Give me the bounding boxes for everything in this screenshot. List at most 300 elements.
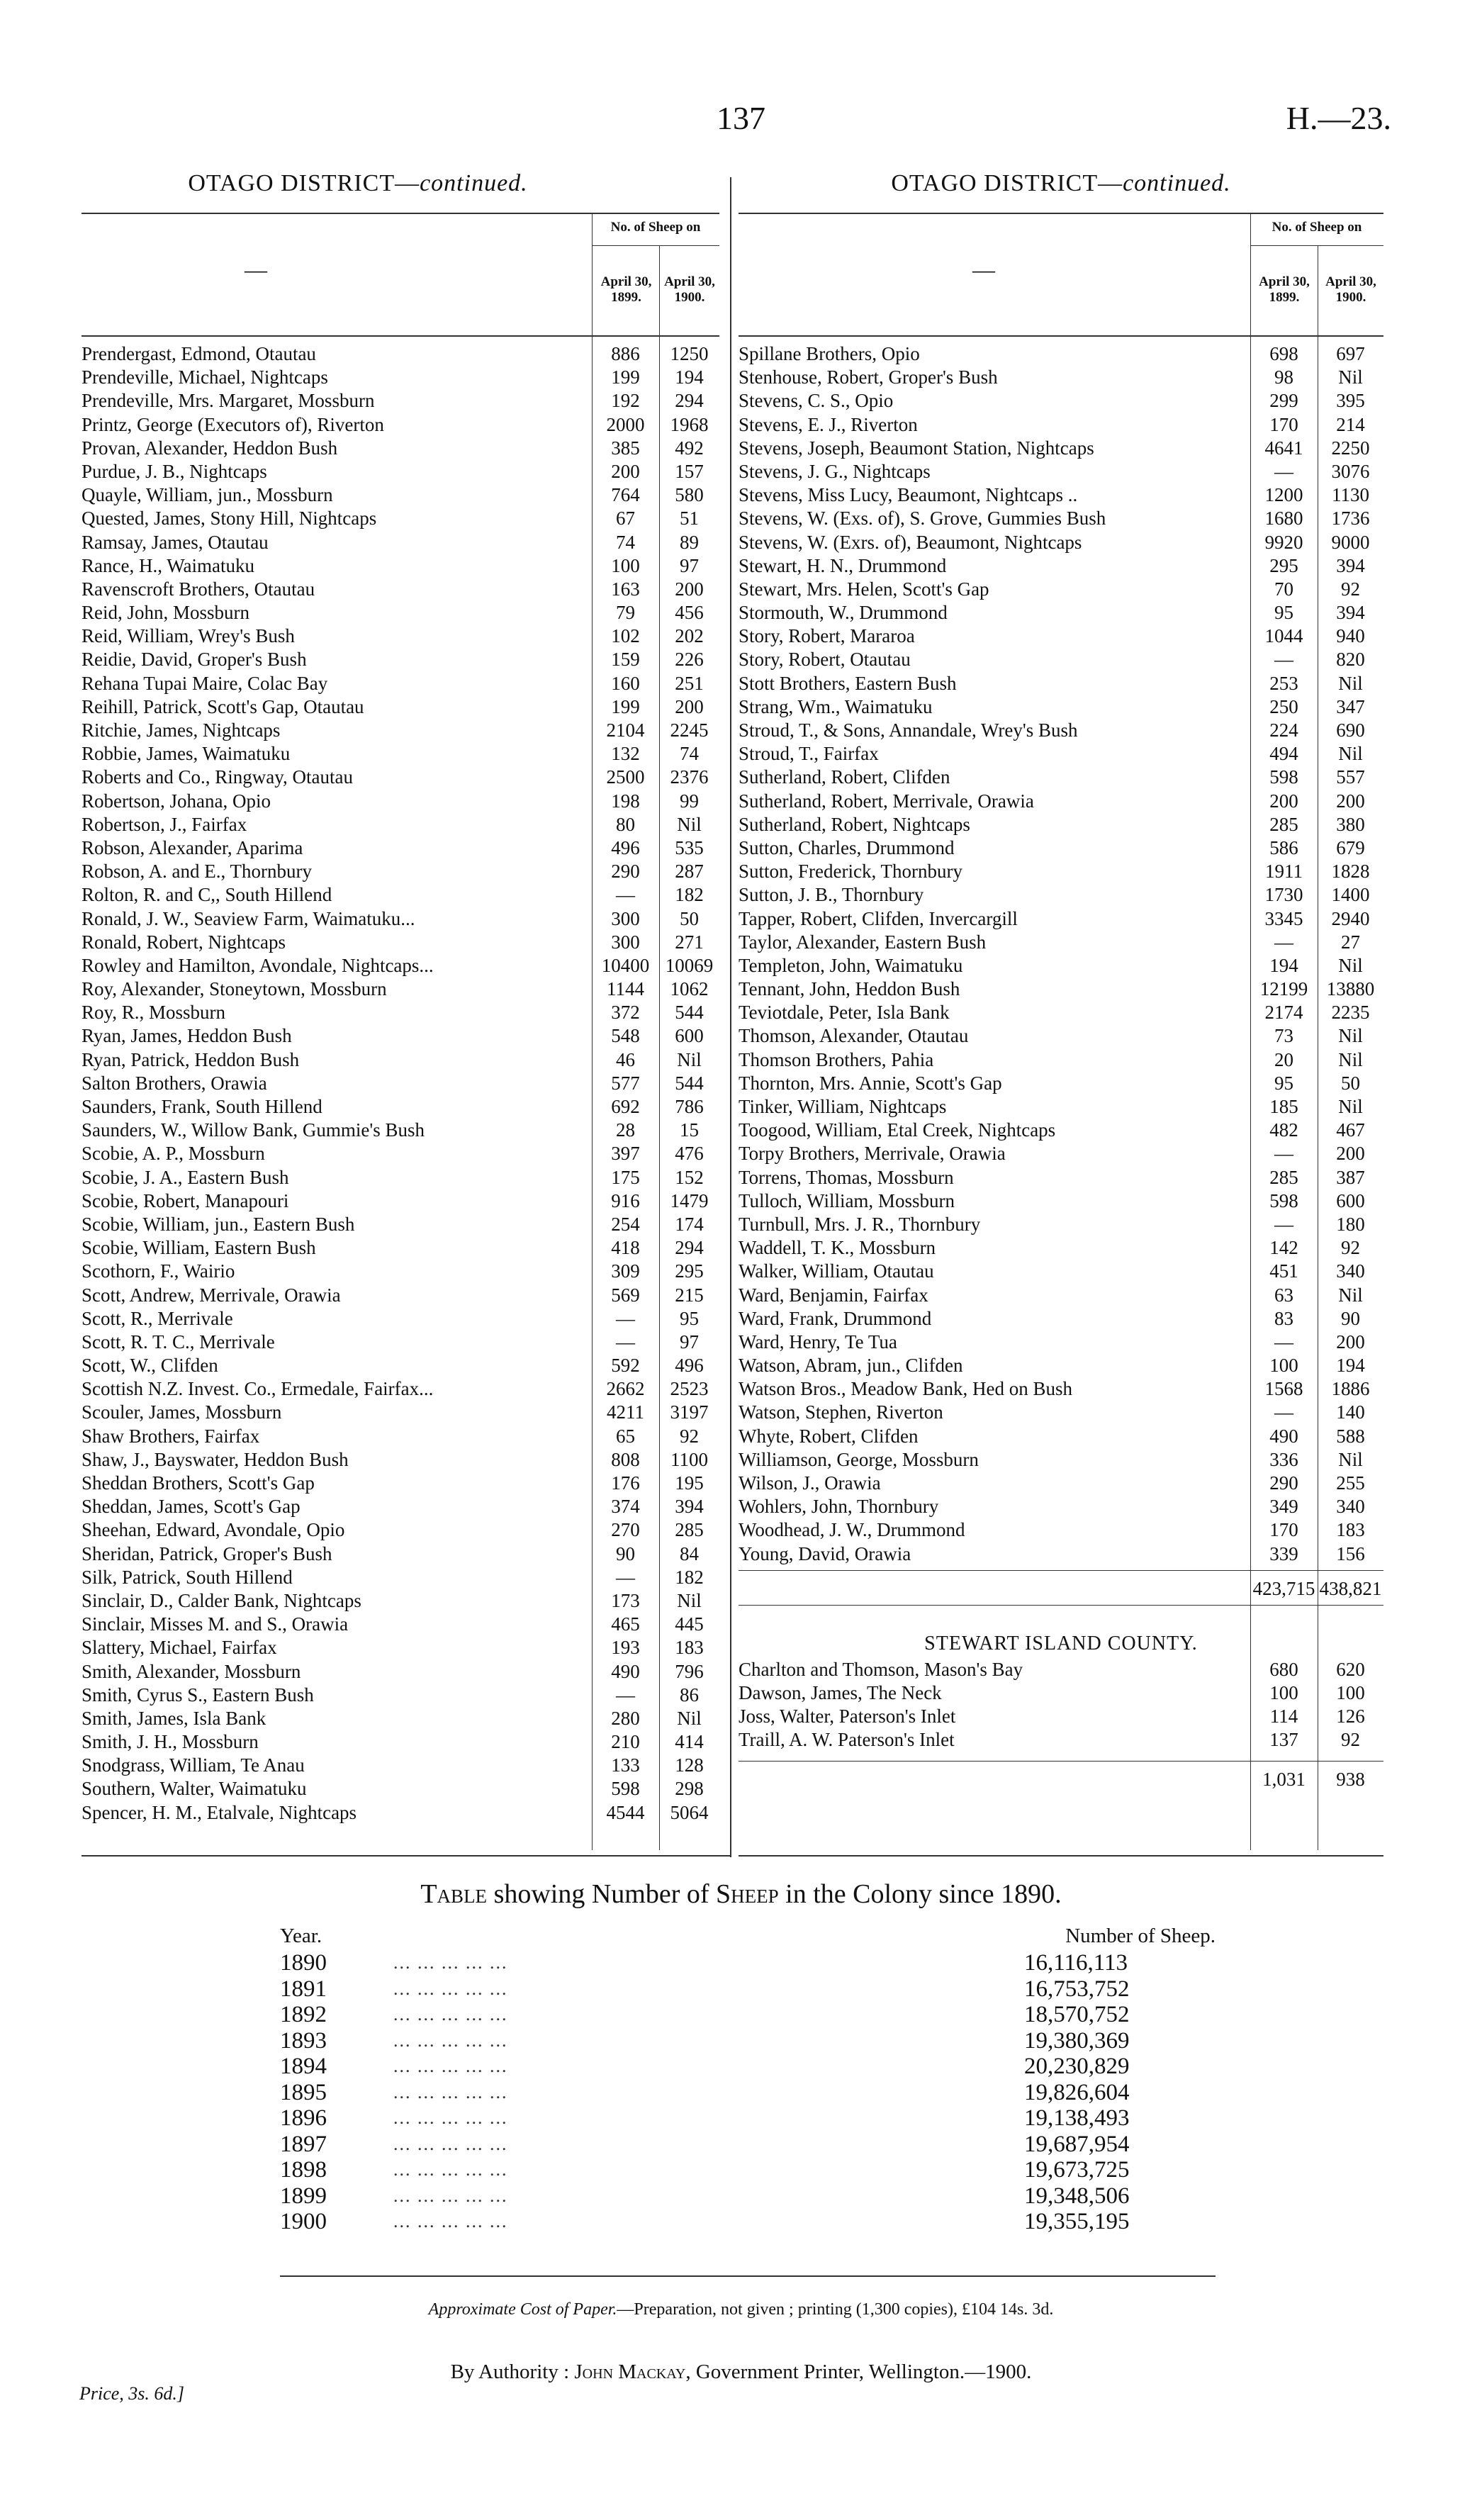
owner-name: Watson, Stephen, Riverton bbox=[739, 1401, 943, 1423]
leader-dots: ... ... ... ... ... bbox=[393, 2107, 508, 2128]
owner-name: Shaw Brothers, Fairfax bbox=[82, 1425, 260, 1447]
sheep-1899: 490 bbox=[1269, 1425, 1298, 1447]
left-row bbox=[82, 1166, 719, 1189]
sheep-1900: 13880 bbox=[1326, 978, 1375, 1000]
otago-total-1900: 438,821 bbox=[1319, 1577, 1382, 1599]
sheep-count: 19,826,604 bbox=[1024, 2079, 1130, 2105]
sheep-1899: — bbox=[616, 1684, 635, 1706]
sheep-1899: 598 bbox=[611, 1778, 640, 1800]
sheep-1900: 2523 bbox=[670, 1378, 709, 1400]
right-row bbox=[739, 907, 1383, 931]
sheep-count: 19,348,506 bbox=[1024, 2183, 1130, 2209]
owner-name: Ward, Henry, Te Tua bbox=[739, 1331, 897, 1353]
owner-name: Quested, James, Stony Hill, Nightcaps bbox=[82, 508, 377, 530]
number-column-label: Number of Sheep. bbox=[1065, 1925, 1216, 1947]
sheep-table-rule bbox=[280, 2275, 1216, 2277]
left-row bbox=[82, 389, 719, 413]
right-row bbox=[739, 1142, 1383, 1165]
sheep-count: 16,116,113 bbox=[1024, 1950, 1128, 1976]
sheep-1900: Nil bbox=[677, 1707, 702, 1729]
sheep-1899: 20 bbox=[1274, 1048, 1293, 1070]
owner-name: Sheehan, Edward, Avondale, Opio bbox=[82, 1519, 345, 1541]
owner-name: Rehana Tupai Maire, Colac Bay bbox=[82, 672, 328, 694]
stewart-total-1900: 938 bbox=[1336, 1768, 1365, 1790]
sheep-1900: 182 bbox=[675, 884, 704, 906]
left-row bbox=[82, 342, 719, 366]
right-row bbox=[739, 954, 1383, 978]
owner-name: Torrens, Thomas, Mossburn bbox=[739, 1166, 954, 1188]
sheep-1900: 183 bbox=[1336, 1519, 1365, 1541]
sheep-1900: 298 bbox=[675, 1778, 704, 1800]
sheep-1900: 588 bbox=[1336, 1425, 1365, 1447]
right-row bbox=[739, 342, 1383, 366]
owner-name: Robson, Alexander, Aparima bbox=[82, 836, 303, 858]
sheep-1900: 3197 bbox=[670, 1401, 709, 1423]
sheep-1900: 92 bbox=[1341, 1729, 1360, 1751]
sheep-1900: Nil bbox=[1338, 366, 1363, 388]
sheep-1900: 50 bbox=[680, 907, 699, 929]
left-row bbox=[82, 1024, 719, 1048]
sheep-1900: 202 bbox=[675, 625, 704, 647]
sheep-1899: 295 bbox=[1269, 554, 1298, 576]
sheep-1899: 102 bbox=[611, 625, 640, 647]
owner-name: Watson, Abram, jun., Clifden bbox=[739, 1355, 963, 1377]
owner-name: Sutherland, Robert, Nightcaps bbox=[739, 813, 970, 835]
sheep-1899: 83 bbox=[1274, 1307, 1293, 1329]
sheep-year-row bbox=[280, 2080, 1216, 2106]
sheep-1899: 73 bbox=[1274, 1025, 1293, 1047]
left-row bbox=[82, 1425, 719, 1448]
right-row bbox=[739, 695, 1383, 719]
owner-name: Purdue, J. B., Nightcaps bbox=[82, 460, 267, 482]
sheep-1900: 492 bbox=[675, 437, 704, 459]
sheep-1899: 4544 bbox=[606, 1801, 645, 1823]
right-header-dash: — bbox=[972, 257, 995, 282]
owner-name: Roy, R., Mossburn bbox=[82, 1002, 226, 1024]
left-row bbox=[82, 625, 719, 648]
sheep-1900: 600 bbox=[1336, 1189, 1365, 1211]
left-row bbox=[82, 1754, 719, 1777]
owner-name: Snodgrass, William, Te Anau bbox=[82, 1754, 305, 1776]
owner-name: Scobie, A. P., Mossburn bbox=[82, 1143, 265, 1165]
sheep-1900: 557 bbox=[1336, 766, 1365, 788]
owner-name: Stevens, Miss Lucy, Beaumont, Nightcaps .. bbox=[739, 484, 1078, 506]
sheep-year-row bbox=[280, 2209, 1216, 2235]
owner-name: Stevens, J. G., Nightcaps bbox=[739, 460, 931, 482]
owner-name: Reihill, Patrick, Scott's Gap, Otautau bbox=[82, 695, 364, 717]
left-row bbox=[82, 883, 719, 907]
left-row bbox=[82, 578, 719, 601]
left-row bbox=[82, 1072, 719, 1095]
sheep-1899: 336 bbox=[1269, 1448, 1298, 1470]
sheep-1900: 1968 bbox=[670, 413, 709, 435]
sheep-1899: 10400 bbox=[601, 954, 650, 976]
sheep-1900: Nil bbox=[1338, 954, 1363, 976]
sheep-1900: 394 bbox=[1336, 602, 1365, 624]
sheep-1899: 46 bbox=[616, 1048, 635, 1070]
owner-name: Roy, Alexander, Stoneytown, Mossburn bbox=[82, 978, 387, 1000]
left-row bbox=[82, 1613, 719, 1636]
sheep-1900: Nil bbox=[1338, 1448, 1363, 1470]
sheep-1899: 250 bbox=[1269, 695, 1298, 717]
sheep-1899: 170 bbox=[1269, 1519, 1298, 1541]
right-row bbox=[739, 531, 1383, 554]
sheep-1899: — bbox=[1274, 460, 1293, 482]
sheep-1900: 86 bbox=[680, 1684, 699, 1706]
owner-name: Stenhouse, Robert, Groper's Bush bbox=[739, 366, 998, 388]
right-row bbox=[739, 413, 1383, 437]
sheep-year-row bbox=[280, 2028, 1216, 2054]
sheep-1900: Nil bbox=[677, 1048, 702, 1070]
left-row bbox=[82, 1495, 719, 1518]
sheep-1899: 299 bbox=[1269, 390, 1298, 412]
owner-name: Young, David, Orawia bbox=[739, 1542, 911, 1564]
owner-name: Roberts and Co., Ringway, Otautau bbox=[82, 766, 353, 788]
left-row bbox=[82, 1236, 719, 1260]
owner-name: Rowley and Hamilton, Avondale, Nightcaps... bbox=[82, 954, 434, 976]
sheep-1899: 2000 bbox=[606, 413, 645, 435]
sheep-1899: 349 bbox=[1269, 1496, 1298, 1518]
owner-name: Stewart, H. N., Drummond bbox=[739, 554, 947, 576]
owner-name: Sutton, Charles, Drummond bbox=[739, 836, 955, 858]
sheep-count: 20,230,829 bbox=[1024, 2054, 1130, 2079]
sheep-1900: 2940 bbox=[1331, 907, 1370, 929]
sheep-year-row bbox=[280, 1950, 1216, 1976]
owner-name: Slattery, Michael, Fairfax bbox=[82, 1637, 277, 1659]
sheep-1899: 1680 bbox=[1264, 508, 1303, 530]
sheep-1900: 1828 bbox=[1331, 861, 1370, 883]
sheep-1899: 100 bbox=[611, 554, 640, 576]
right-row bbox=[739, 437, 1383, 460]
sheep-1899: 300 bbox=[611, 907, 640, 929]
sheep-1899: 2104 bbox=[606, 719, 645, 741]
left-row bbox=[82, 1566, 719, 1589]
leader-dots: ... ... ... ... ... bbox=[393, 2004, 508, 2025]
left-row bbox=[82, 1401, 719, 1424]
left-row bbox=[82, 719, 719, 742]
owner-name: Traill, A. W. Paterson's Inlet bbox=[739, 1729, 955, 1751]
sheep-1899: 1200 bbox=[1264, 484, 1303, 506]
sheep-1900: 295 bbox=[675, 1260, 704, 1282]
owner-name: Sutherland, Robert, Merrivale, Orawia bbox=[739, 790, 1034, 812]
owner-name: Sinclair, D., Calder Bank, Nightcaps bbox=[82, 1589, 361, 1611]
sheep-1899: 175 bbox=[611, 1166, 640, 1188]
right-row bbox=[739, 507, 1383, 530]
sheep-1900: 535 bbox=[675, 836, 704, 858]
owner-name: Reid, John, Mossburn bbox=[82, 602, 250, 624]
right-row bbox=[739, 1001, 1383, 1024]
sheep-1900: 50 bbox=[1341, 1072, 1360, 1094]
sheep-1900: 1479 bbox=[670, 1189, 709, 1211]
sheep-1900: 786 bbox=[675, 1096, 704, 1117]
sheep-1899: — bbox=[1274, 1143, 1293, 1165]
owner-name: Sutherland, Robert, Clifden bbox=[739, 766, 950, 788]
owner-name: Sheddan, James, Scott's Gap bbox=[82, 1496, 301, 1518]
sheep-1899: 200 bbox=[611, 460, 640, 482]
left-header-dash: — bbox=[245, 257, 267, 282]
right-row bbox=[739, 483, 1383, 507]
sheep-1899: 680 bbox=[1269, 1658, 1298, 1680]
year: 1900 bbox=[280, 2209, 327, 2234]
sheep-1899: 194 bbox=[1269, 954, 1298, 976]
owner-name: Ravenscroft Brothers, Otautau bbox=[82, 578, 315, 600]
sheep-year-row bbox=[280, 2054, 1216, 2080]
owner-name: Stewart, Mrs. Helen, Scott's Gap bbox=[739, 578, 989, 600]
sheep-year-row bbox=[280, 2002, 1216, 2028]
left-row bbox=[82, 766, 719, 789]
sheep-1899: — bbox=[1274, 931, 1293, 953]
owner-name: Quayle, William, jun., Mossburn bbox=[82, 484, 333, 506]
right-row bbox=[739, 1472, 1383, 1495]
left-row bbox=[82, 1095, 719, 1119]
left-row bbox=[82, 1542, 719, 1566]
stewart-island-title: STEWART ISLAND COUNTY. bbox=[924, 1632, 1198, 1654]
year: 1896 bbox=[280, 2105, 327, 2131]
owner-name: Reidie, David, Groper's Bush bbox=[82, 649, 307, 671]
left-row bbox=[82, 1730, 719, 1754]
owner-name: Smith, Cyrus S., Eastern Bush bbox=[82, 1684, 314, 1706]
right-row bbox=[739, 601, 1383, 625]
right-row bbox=[739, 1542, 1383, 1566]
sheep-1899: 285 bbox=[1269, 813, 1298, 835]
right-row bbox=[739, 1401, 1383, 1424]
right-row bbox=[739, 1213, 1383, 1236]
sheep-1899: 9920 bbox=[1264, 531, 1303, 553]
sheep-1900: 140 bbox=[1336, 1401, 1365, 1423]
sheep-1899: — bbox=[616, 1331, 635, 1353]
right-row bbox=[739, 625, 1383, 648]
sheep-1899: 290 bbox=[611, 861, 640, 883]
right-row bbox=[739, 883, 1383, 907]
owner-name: Sinclair, Misses M. and S., Orawia bbox=[82, 1613, 349, 1635]
sheep-1900: 174 bbox=[675, 1213, 704, 1235]
left-row bbox=[82, 1189, 719, 1213]
owner-name: Scott, W., Clifden bbox=[82, 1355, 218, 1377]
sheep-1900: 95 bbox=[680, 1307, 699, 1329]
sheep-1900: 97 bbox=[680, 1331, 699, 1353]
sheep-1899: 465 bbox=[611, 1613, 640, 1635]
left-row bbox=[82, 1472, 719, 1495]
sheep-1900: 156 bbox=[1336, 1542, 1365, 1564]
sheep-1900: 1100 bbox=[670, 1448, 708, 1470]
sheep-1900: Nil bbox=[1338, 1096, 1363, 1117]
right-row bbox=[739, 1095, 1383, 1119]
sheep-1900: 200 bbox=[1336, 1331, 1365, 1353]
sheep-1900: 294 bbox=[675, 390, 704, 412]
sheep-1900: 340 bbox=[1336, 1496, 1365, 1518]
year-column-label: Year. bbox=[280, 1925, 322, 1947]
sheep-1899: 185 bbox=[1269, 1096, 1298, 1117]
right-row bbox=[739, 1119, 1383, 1142]
sheep-1900: 679 bbox=[1336, 836, 1365, 858]
stewart-row bbox=[739, 1681, 1383, 1705]
sheep-1900: 347 bbox=[1336, 695, 1365, 717]
left-row bbox=[82, 507, 719, 530]
sheep-1899: 67 bbox=[616, 508, 635, 530]
owner-name: Ramsay, James, Otautau bbox=[82, 531, 269, 553]
owner-name: Whyte, Robert, Clifden bbox=[739, 1425, 919, 1447]
year: 1895 bbox=[280, 2079, 327, 2105]
owner-name: Salton Brothers, Orawia bbox=[82, 1072, 267, 1094]
sheep-1899: 137 bbox=[1269, 1729, 1298, 1751]
owner-name: Saunders, W., Willow Bank, Gummie's Bush bbox=[82, 1119, 425, 1141]
sheep-1900: Nil bbox=[1338, 1284, 1363, 1306]
sheep-1900: Nil bbox=[1338, 1048, 1363, 1070]
sheep-1900: 820 bbox=[1336, 649, 1365, 671]
stewart-row bbox=[739, 1658, 1383, 1681]
left-rows bbox=[82, 342, 719, 1825]
sheep-1899: 339 bbox=[1269, 1542, 1298, 1564]
right-row bbox=[739, 1189, 1383, 1213]
owner-name: Silk, Patrick, South Hillend bbox=[82, 1566, 293, 1588]
sheep-1900: 2376 bbox=[670, 766, 709, 788]
owner-name: Stevens, Joseph, Beaumont Station, Nightcaps bbox=[739, 437, 1094, 459]
year: 1892 bbox=[280, 2002, 327, 2027]
sheep-1900: 27 bbox=[1341, 931, 1360, 953]
owner-name: Woodhead, J. W., Drummond bbox=[739, 1519, 965, 1541]
right-row bbox=[739, 1425, 1383, 1448]
left-row bbox=[82, 978, 719, 1001]
sheep-1900: 215 bbox=[675, 1284, 704, 1306]
right-row bbox=[739, 578, 1383, 601]
right-row bbox=[739, 1448, 1383, 1472]
sheep-1900: 467 bbox=[1336, 1119, 1365, 1141]
owner-name: Scothorn, F., Wairio bbox=[82, 1260, 235, 1282]
left-row bbox=[82, 601, 719, 625]
sheep-1900: 697 bbox=[1336, 343, 1365, 364]
owner-name: Stormouth, W., Drummond bbox=[739, 602, 948, 624]
right-row bbox=[739, 978, 1383, 1001]
owner-name: Ward, Frank, Drummond bbox=[739, 1307, 932, 1329]
sheep-1900: Nil bbox=[1338, 672, 1363, 694]
sheep-1900: 99 bbox=[680, 790, 699, 812]
owner-name: Scouler, James, Mossburn bbox=[82, 1401, 282, 1423]
sheep-1899: 198 bbox=[611, 790, 640, 812]
left-row bbox=[82, 1589, 719, 1613]
left-row bbox=[82, 483, 719, 507]
sheep-1899: 65 bbox=[616, 1425, 635, 1447]
owner-name: Thornton, Mrs. Annie, Scott's Gap bbox=[739, 1072, 1002, 1094]
right-row bbox=[739, 1072, 1383, 1095]
sheep-1900: 1736 bbox=[1331, 508, 1370, 530]
right-row bbox=[739, 1284, 1383, 1307]
owner-name: Turnbull, Mrs. J. R., Thornbury bbox=[739, 1213, 981, 1235]
owner-name: Templeton, John, Waimatuku bbox=[739, 954, 963, 976]
owner-name: Printz, George (Executors of), Riverton bbox=[82, 413, 384, 435]
sheep-1900: 544 bbox=[675, 1002, 704, 1024]
stewart-total-1899: 1,031 bbox=[1262, 1768, 1306, 1790]
sheep-1900: 128 bbox=[675, 1754, 704, 1776]
sheep-1899: — bbox=[1274, 1331, 1293, 1353]
owner-name: Sheddan Brothers, Scott's Gap bbox=[82, 1472, 315, 1494]
left-section-title: OTAGO DISTRICT—continued. bbox=[188, 170, 528, 196]
owner-name: Ryan, James, Heddon Bush bbox=[82, 1025, 292, 1047]
sheep-1900: 394 bbox=[675, 1496, 704, 1518]
sheep-1899: 385 bbox=[611, 437, 640, 459]
sheep-count: 18,570,752 bbox=[1024, 2002, 1130, 2027]
sheep-table-title: Table showing Number of Sheep in the Colony since 1890. bbox=[420, 1879, 1062, 1909]
sheep-1899: 170 bbox=[1269, 413, 1298, 435]
sheep-count: 19,687,954 bbox=[1024, 2131, 1130, 2157]
sheep-1899: 160 bbox=[611, 672, 640, 694]
page-number: 137 bbox=[717, 100, 765, 136]
sheep-1899: 916 bbox=[611, 1189, 640, 1211]
left-bottom-rule bbox=[82, 1855, 730, 1857]
left-col-1900: April 30, 1900. bbox=[664, 274, 715, 305]
sheep-1900: 395 bbox=[1336, 390, 1365, 412]
sheep-1900: 200 bbox=[675, 695, 704, 717]
sheep-1900: 445 bbox=[675, 1613, 704, 1635]
right-col-1900: April 30, 1900. bbox=[1325, 274, 1376, 305]
owner-name: Walker, William, Otautau bbox=[739, 1260, 934, 1282]
sheep-1900: 496 bbox=[675, 1355, 704, 1377]
sheep-1900: 92 bbox=[1341, 578, 1360, 600]
owner-name: Ronald, J. W., Seaview Farm, Waimatuku... bbox=[82, 907, 415, 929]
owner-name: Teviotdale, Peter, Isla Bank bbox=[739, 1002, 950, 1024]
sheep-1900: 226 bbox=[675, 649, 704, 671]
right-col-group-label: No. of Sheep on bbox=[1272, 220, 1362, 235]
sheep-1900: 251 bbox=[675, 672, 704, 694]
leader-dots: ... ... ... ... ... bbox=[393, 2133, 508, 2154]
sheep-count: 19,380,369 bbox=[1024, 2027, 1130, 2054]
sheep-1900: 157 bbox=[675, 460, 704, 482]
sheep-year-row bbox=[280, 2157, 1216, 2183]
owner-name: Watson Bros., Meadow Bank, Hed on Bush bbox=[739, 1378, 1073, 1400]
sheep-year-row bbox=[280, 2105, 1216, 2132]
left-col-group-label: No. of Sheep on bbox=[610, 220, 701, 235]
leader-dots: ... ... ... ... ... bbox=[393, 1952, 508, 1973]
leader-dots: ... ... ... ... ... bbox=[393, 2056, 508, 2076]
sheep-1900: 1886 bbox=[1331, 1378, 1370, 1400]
right-bottom-rule bbox=[739, 1855, 1383, 1857]
sheep-1899: 577 bbox=[611, 1072, 640, 1094]
sheep-1899: 142 bbox=[1269, 1237, 1298, 1259]
sheep-1899: 1911 bbox=[1265, 861, 1303, 883]
left-row bbox=[82, 813, 719, 836]
right-row bbox=[739, 1236, 1383, 1260]
owner-name: Joss, Walter, Paterson's Inlet bbox=[739, 1706, 956, 1727]
sheep-1900: 414 bbox=[675, 1731, 704, 1753]
sheep-1900: 200 bbox=[1336, 1143, 1365, 1165]
sheep-1899: 372 bbox=[611, 1002, 640, 1024]
price: Price, 3s. 6d.] bbox=[79, 2383, 185, 2404]
sheep-1899: 192 bbox=[611, 390, 640, 412]
left-row bbox=[82, 931, 719, 954]
right-row bbox=[739, 460, 1383, 483]
owner-name: Smith, J. H., Mossburn bbox=[82, 1731, 259, 1753]
sheep-1899: 2662 bbox=[606, 1378, 645, 1400]
sheep-1899: 1730 bbox=[1264, 884, 1303, 906]
sheep-1900: 2245 bbox=[670, 719, 709, 741]
sheep-1900: 182 bbox=[675, 1566, 704, 1588]
owner-name: Taylor, Alexander, Eastern Bush bbox=[739, 931, 987, 953]
owner-name: Stevens, W. (Exrs. of), Beaumont, Nightcaps bbox=[739, 531, 1082, 553]
sheep-1899: 886 bbox=[611, 343, 640, 364]
left-row bbox=[82, 742, 719, 766]
sheep-table-header bbox=[280, 1925, 1216, 1950]
owner-name: Robson, A. and E., Thornbury bbox=[82, 861, 312, 883]
sheep-1899: — bbox=[1274, 649, 1293, 671]
right-col-1899: April 30, 1899. bbox=[1259, 274, 1310, 305]
sheep-1899: 808 bbox=[611, 1448, 640, 1470]
right-row bbox=[739, 389, 1383, 413]
right-row bbox=[739, 836, 1383, 860]
owner-name: Smith, Alexander, Mossburn bbox=[82, 1660, 301, 1682]
sheep-1899: 692 bbox=[611, 1096, 640, 1117]
owner-name: Wohlers, John, Thornbury bbox=[739, 1496, 939, 1518]
sheep-1900: 285 bbox=[675, 1519, 704, 1541]
sheep-count: 19,673,725 bbox=[1024, 2157, 1130, 2183]
